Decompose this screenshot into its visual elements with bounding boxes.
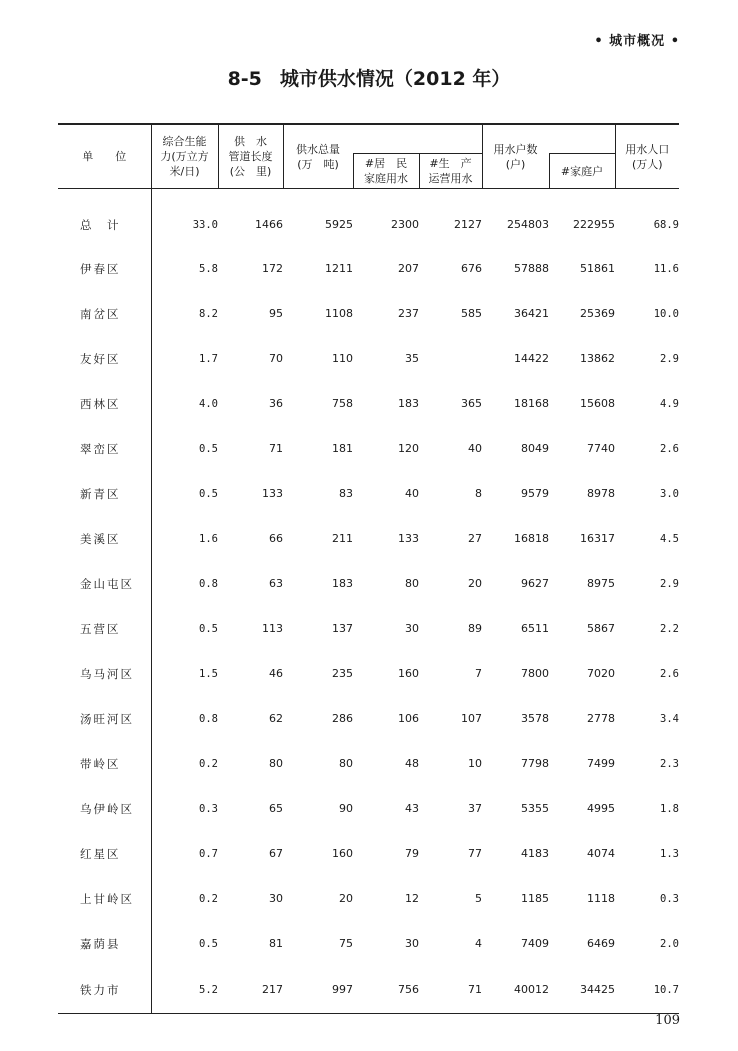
table-row [58,381,679,426]
page-title [0,64,738,91]
cell-pipe-length: 62 [269,712,283,725]
cell-capacity: 0.5 [199,937,218,950]
cell-resident-water: 79 [405,847,419,860]
cell-family-households: 7740 [587,442,615,455]
cell-unit-name: 五营区 [58,606,151,651]
cell-total-supply: 758 [332,397,353,410]
table-row [58,741,679,786]
cell-pipe-length: 65 [269,802,283,815]
cell-capacity: 0.8 [199,577,218,590]
cell-resident-water: 183 [398,397,419,410]
header-pipe-length: 供 水 管道长度 (公 里) [218,124,283,189]
cell-resident-water: 2300 [391,218,419,231]
cell-total-supply: 137 [332,622,353,635]
table-row [58,606,679,651]
cell-households: 18168 [514,397,549,410]
cell-production-water: 77 [468,847,482,860]
cell-pipe-length: 66 [269,532,283,545]
cell-production-water: 71 [419,966,482,1014]
table-row [58,516,679,561]
cell-unit-name: 西林区 [58,381,151,426]
cell-resident-water: 120 [398,442,419,455]
cell-households: 9579 [521,487,549,500]
cell-capacity: 1.6 [199,532,218,545]
cell-population: 3.4 [660,712,679,725]
cell-households: 7798 [521,757,549,770]
cell-resident-water: 756 [353,966,419,1014]
cell-pipe-length: 46 [269,667,283,680]
cell-family-households: 7499 [587,757,615,770]
cell-total-supply: 110 [332,352,353,365]
cell-population: 11.6 [653,262,679,275]
cell-resident-water: 30 [405,937,419,950]
cell-capacity: 0.5 [199,442,218,455]
cell-pipe-length: 217 [218,966,283,1014]
cell-households: 7800 [521,667,549,680]
table-row [58,786,679,831]
cell-total-supply: 20 [339,892,353,905]
table-row [58,336,679,381]
header-capacity: 综合生能 力(万立方 米/日) [151,124,218,189]
cell-households: 57888 [514,262,549,275]
table-row [58,561,679,606]
cell-unit-name: 新青区 [58,471,151,516]
table-row [58,876,679,921]
cell-total-supply: 997 [283,966,353,1014]
cell-population: 10.0 [653,307,679,320]
cell-family-households: 15608 [580,397,615,410]
cell-households: 254803 [507,218,549,231]
cell-capacity: 0.8 [199,712,218,725]
cell-family-households: 222955 [573,218,615,231]
cell-total-supply: 183 [332,577,353,590]
table-row [58,246,679,291]
cell-capacity: 1.5 [199,667,218,680]
cell-unit-name: 带岭区 [58,741,151,786]
cell-production-water [419,336,482,381]
cell-total-supply: 80 [339,757,353,770]
cell-total-supply: 75 [339,937,353,950]
cell-capacity: 0.5 [199,622,218,635]
cell-total-supply: 1108 [325,307,353,320]
cell-resident-water: 35 [405,352,419,365]
cell-resident-water: 237 [398,307,419,320]
cell-pipe-length: 81 [269,937,283,950]
cell-population: 4.5 [660,532,679,545]
cell-population: 3.0 [660,487,679,500]
cell-production-water: 2127 [454,218,482,231]
cell-pipe-length: 80 [269,757,283,770]
cell-population: 2.3 [660,757,679,770]
cell-family-households: 6469 [587,937,615,950]
cell-households: 6511 [521,622,549,635]
cell-pipe-length: 113 [262,622,283,635]
cell-capacity: 0.2 [199,892,218,905]
cell-family-households: 7020 [587,667,615,680]
cell-unit-name: 嘉荫县 [58,921,151,966]
cell-production-water: 37 [468,802,482,815]
table-row [58,966,679,1014]
cell-population: 2.9 [660,352,679,365]
cell-households: 16818 [514,532,549,545]
header-households-spacer [549,124,615,154]
table-row [58,651,679,696]
cell-unit-name: 铁力市 [58,966,151,1014]
cell-pipe-length: 71 [269,442,283,455]
cell-unit-name: 乌马河区 [58,651,151,696]
cell-pipe-length: 1466 [255,218,283,231]
cell-households: 5355 [521,802,549,815]
cell-capacity: 0.5 [199,487,218,500]
cell-total-supply: 211 [332,532,353,545]
cell-households: 7409 [521,937,549,950]
cell-unit-name: 翠峦区 [58,426,151,471]
page-number: 109 [655,1013,680,1028]
table-number: 8-5 [227,68,262,90]
cell-total-supply: 181 [332,442,353,455]
cell-total-supply: 286 [332,712,353,725]
cell-households: 36421 [514,307,549,320]
table-row [58,189,679,247]
cell-capacity: 8.2 [199,307,218,320]
cell-resident-water: 12 [405,892,419,905]
cell-unit-name: 伊春区 [58,246,151,291]
header-households: 用水户数 (户) [482,124,549,189]
cell-production-water: 40 [468,442,482,455]
cell-population: 68.9 [653,218,679,231]
cell-households: 8049 [521,442,549,455]
cell-resident-water: 43 [405,802,419,815]
cell-population: 0.3 [660,892,679,905]
table-row [58,921,679,966]
cell-unit-name: 金山屯区 [58,561,151,606]
cell-population: 2.9 [660,577,679,590]
cell-capacity: 33.0 [192,218,218,231]
table-row [58,426,679,471]
cell-pipe-length: 63 [269,577,283,590]
header-production-water: #生 产 运营用水 [419,154,482,189]
cell-total-supply: 83 [339,487,353,500]
cell-pipe-length: 70 [269,352,283,365]
cell-households: 3578 [521,712,549,725]
cell-pipe-length: 36 [269,397,283,410]
cell-pipe-length: 67 [269,847,283,860]
table-title: 城市供水情况（2012 年） [279,68,511,90]
cell-capacity: 5.2 [151,966,218,1014]
cell-family-households: 25369 [580,307,615,320]
cell-population: 10.7 [615,966,679,1014]
cell-population: 1.8 [660,802,679,815]
cell-unit-name: 汤旺河区 [58,696,151,741]
cell-production-water: 585 [461,307,482,320]
cell-family-households: 1118 [587,892,615,905]
cell-production-water: 5 [475,892,482,905]
cell-total-supply: 1211 [325,262,353,275]
cell-unit-name: 总 计 [58,189,151,247]
cell-households: 14422 [514,352,549,365]
header-unit: 单 位 [58,124,151,189]
header-population: 用水人口 (万人) [615,124,679,189]
cell-capacity: 5.8 [199,262,218,275]
table-row [58,471,679,516]
header-family-households: #家庭户 [549,154,615,189]
cell-population: 2.2 [660,622,679,635]
cell-pipe-length: 95 [269,307,283,320]
section-tag: • 城市概况 • [594,34,680,49]
cell-total-supply: 5925 [325,218,353,231]
table-row [58,291,679,336]
cell-production-water: 20 [468,577,482,590]
cell-capacity: 4.0 [199,397,218,410]
cell-resident-water: 106 [398,712,419,725]
header-total-supply: 供水总量 (万 吨) [283,124,353,189]
water-supply-table [58,123,679,1014]
cell-unit-name: 美溪区 [58,516,151,561]
cell-resident-water: 160 [398,667,419,680]
header-resident-water: #居 民 家庭用水 [353,154,419,189]
table-row [58,696,679,741]
cell-family-households: 4074 [587,847,615,860]
cell-resident-water: 30 [405,622,419,635]
cell-family-households: 16317 [580,532,615,545]
cell-production-water: 107 [461,712,482,725]
cell-population: 2.0 [660,937,679,950]
table-row [58,831,679,876]
cell-pipe-length: 30 [269,892,283,905]
cell-households: 9627 [521,577,549,590]
cell-total-supply: 90 [339,802,353,815]
cell-family-households: 8975 [587,577,615,590]
cell-resident-water: 48 [405,757,419,770]
cell-pipe-length: 133 [262,487,283,500]
cell-family-households: 2778 [587,712,615,725]
cell-population: 2.6 [660,442,679,455]
cell-population: 2.6 [660,667,679,680]
cell-total-supply: 160 [332,847,353,860]
cell-family-households: 34425 [549,966,615,1014]
cell-resident-water: 133 [398,532,419,545]
cell-resident-water: 80 [405,577,419,590]
cell-production-water: 365 [461,397,482,410]
cell-family-households: 8978 [587,487,615,500]
cell-unit-name: 乌伊岭区 [58,786,151,831]
cell-households: 1185 [521,892,549,905]
cell-unit-name: 上甘岭区 [58,876,151,921]
cell-family-households: 4995 [587,802,615,815]
cell-resident-water: 207 [398,262,419,275]
cell-production-water: 10 [468,757,482,770]
cell-capacity: 0.3 [199,802,218,815]
cell-family-households: 5867 [587,622,615,635]
cell-capacity: 0.2 [199,757,218,770]
cell-unit-name: 红星区 [58,831,151,876]
cell-unit-name: 友好区 [58,336,151,381]
cell-family-households: 13862 [580,352,615,365]
cell-households: 4183 [521,847,549,860]
cell-pipe-length: 172 [262,262,283,275]
cell-production-water: 27 [468,532,482,545]
header-supply-spacer [353,124,482,154]
cell-capacity: 0.7 [199,847,218,860]
cell-resident-water: 40 [405,487,419,500]
cell-capacity: 1.7 [199,352,218,365]
cell-production-water: 8 [475,487,482,500]
cell-population: 4.9 [660,397,679,410]
cell-production-water: 7 [475,667,482,680]
cell-family-households: 51861 [580,262,615,275]
cell-production-water: 676 [461,262,482,275]
cell-total-supply: 235 [332,667,353,680]
cell-population: 1.3 [660,847,679,860]
cell-households: 40012 [482,966,549,1014]
cell-production-water: 89 [468,622,482,635]
cell-production-water: 4 [475,937,482,950]
cell-unit-name: 南岔区 [58,291,151,336]
